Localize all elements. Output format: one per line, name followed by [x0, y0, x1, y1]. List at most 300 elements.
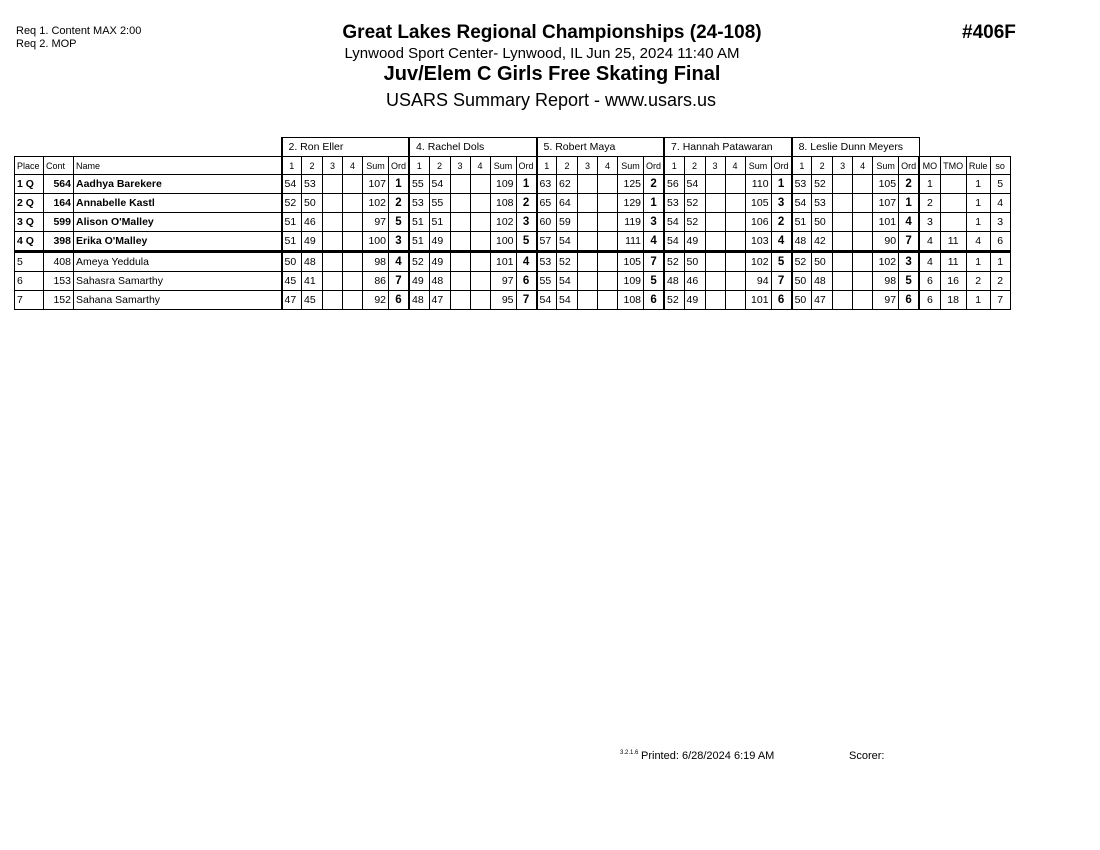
so-cell: 1: [990, 252, 1010, 272]
score-cell: 62: [557, 175, 578, 194]
contestant-number-cell: 164: [44, 194, 74, 213]
score-cell: [470, 272, 490, 291]
sum-cell: 109: [618, 272, 644, 291]
contestant-number-cell: 153: [44, 272, 74, 291]
sum-cell: 101: [873, 213, 899, 232]
col-judge-1-s4: 4: [343, 157, 363, 175]
score-cell: 45: [282, 272, 302, 291]
so-cell: 3: [990, 213, 1010, 232]
scorer-label: Scorer:: [849, 750, 885, 762]
score-cell: [833, 194, 853, 213]
ordinal-cell: 3: [899, 252, 920, 272]
score-cell: 51: [429, 213, 450, 232]
score-cell: [578, 272, 598, 291]
score-cell: 50: [302, 194, 323, 213]
col-judge-4-s2: 2: [684, 157, 705, 175]
ordinal-cell: 3: [644, 213, 665, 232]
requirement-2: Req 2. MOP: [16, 38, 77, 50]
score-cell: 50: [792, 291, 812, 310]
col-judge-5-s4: 4: [853, 157, 873, 175]
sum-cell: 111: [618, 232, 644, 252]
col-judge-5-ord: Ord: [899, 157, 920, 175]
tmo-cell: 11: [940, 232, 966, 252]
score-cell: [598, 175, 618, 194]
sum-cell: 100: [490, 232, 516, 252]
ordinal-cell: 3: [771, 194, 792, 213]
col-judge-4-s4: 4: [725, 157, 745, 175]
score-cell: [853, 232, 873, 252]
score-cell: 53: [537, 252, 557, 272]
score-cell: 48: [792, 232, 812, 252]
printed-date: Printed: 6/28/2024 6:19 AM: [641, 750, 775, 762]
score-cell: 55: [409, 175, 429, 194]
col-judge-5-sum: Sum: [873, 157, 899, 175]
score-cell: 52: [282, 194, 302, 213]
col-rule: Rule: [966, 157, 990, 175]
score-cell: [578, 232, 598, 252]
score-cell: [598, 194, 618, 213]
place-cell: 3 Q: [15, 213, 44, 232]
col-judge-3-ord: Ord: [644, 157, 665, 175]
judge-3-name: 5. Robert Maya: [537, 138, 665, 157]
table-row: [15, 252, 1011, 272]
ordinal-cell: 1: [389, 175, 410, 194]
rule-cell: 2: [966, 272, 990, 291]
score-cell: 48: [664, 272, 684, 291]
place-cell: 1 Q: [15, 175, 44, 194]
score-cell: 54: [537, 291, 557, 310]
score-cell: 55: [429, 194, 450, 213]
col-judge-2-s3: 3: [450, 157, 470, 175]
col-judge-4-s3: 3: [705, 157, 725, 175]
score-cell: [833, 175, 853, 194]
score-cell: [598, 232, 618, 252]
sum-cell: 102: [490, 213, 516, 232]
score-cell: 45: [302, 291, 323, 310]
score-cell: 50: [684, 252, 705, 272]
score-cell: 60: [537, 213, 557, 232]
tmo-cell: 11: [940, 252, 966, 272]
score-cell: 47: [282, 291, 302, 310]
so-cell: 5: [990, 175, 1010, 194]
place-cell: 7: [15, 291, 44, 310]
score-cell: [450, 291, 470, 310]
sum-cell: 106: [745, 213, 771, 232]
sum-cell: 105: [745, 194, 771, 213]
score-cell: 50: [282, 252, 302, 272]
score-cell: [323, 252, 343, 272]
mo-cell: 2: [919, 194, 940, 213]
score-cell: [323, 272, 343, 291]
ordinal-cell: 1: [516, 175, 537, 194]
score-cell: [725, 213, 745, 232]
sum-cell: 101: [490, 252, 516, 272]
score-cell: 54: [557, 232, 578, 252]
score-cell: [450, 232, 470, 252]
place-cell: 2 Q: [15, 194, 44, 213]
ordinal-cell: 7: [644, 252, 665, 272]
sum-cell: 97: [490, 272, 516, 291]
mo-cell: 6: [919, 272, 940, 291]
ordinal-cell: 7: [771, 272, 792, 291]
score-cell: 50: [812, 252, 833, 272]
score-cell: [323, 213, 343, 232]
col-judge-2-s1: 1: [409, 157, 429, 175]
competition-title: Great Lakes Regional Championships (24-108): [342, 22, 762, 43]
so-cell: 4: [990, 194, 1010, 213]
col-tmo: TMO: [940, 157, 966, 175]
mo-cell: 1: [919, 175, 940, 194]
score-cell: [578, 213, 598, 232]
score-cell: [705, 291, 725, 310]
score-cell: 53: [302, 175, 323, 194]
sum-cell: 97: [363, 213, 389, 232]
ordinal-cell: 5: [644, 272, 665, 291]
ordinal-cell: 6: [516, 272, 537, 291]
sum-cell: 129: [618, 194, 644, 213]
table-row: [15, 291, 1011, 310]
score-cell: 54: [429, 175, 450, 194]
score-cell: [323, 175, 343, 194]
so-cell: 7: [990, 291, 1010, 310]
score-cell: [705, 252, 725, 272]
place-cell: 4 Q: [15, 232, 44, 252]
score-cell: 53: [792, 175, 812, 194]
score-cell: 49: [409, 272, 429, 291]
score-cell: [450, 272, 470, 291]
col-place: Place: [15, 157, 44, 175]
table-row: [15, 272, 1011, 291]
sum-cell: 90: [873, 232, 899, 252]
col-judge-3-s3: 3: [578, 157, 598, 175]
score-cell: [833, 213, 853, 232]
score-cell: 51: [282, 213, 302, 232]
sum-cell: 103: [745, 232, 771, 252]
col-judge-4-sum: Sum: [745, 157, 771, 175]
skater-name-cell: Ameya Yeddula: [74, 252, 282, 272]
score-cell: 54: [557, 291, 578, 310]
skater-name-cell: Sahana Samarthy: [74, 291, 282, 310]
version-number: 3.2.1.6: [620, 750, 639, 756]
score-cell: 46: [684, 272, 705, 291]
score-cell: 48: [429, 272, 450, 291]
sum-cell: 98: [363, 252, 389, 272]
ordinal-cell: 5: [389, 213, 410, 232]
score-cell: [578, 291, 598, 310]
score-cell: 54: [282, 175, 302, 194]
tmo-cell: 18: [940, 291, 966, 310]
sum-cell: 107: [873, 194, 899, 213]
requirement-1: Req 1. Content MAX 2:00: [16, 25, 142, 37]
contestant-number-cell: 564: [44, 175, 74, 194]
score-cell: [853, 194, 873, 213]
col-judge-4-ord: Ord: [771, 157, 792, 175]
col-judge-3-sum: Sum: [618, 157, 644, 175]
col-judge-3-s1: 1: [537, 157, 557, 175]
ordinal-cell: 6: [389, 291, 410, 310]
col-mo: MO: [919, 157, 940, 175]
ordinal-cell: 2: [516, 194, 537, 213]
score-cell: 53: [664, 194, 684, 213]
skater-name-cell: Sahasra Samarthy: [74, 272, 282, 291]
event-name: Juv/Elem C Girls Free Skating Final: [383, 63, 721, 85]
score-cell: [725, 232, 745, 252]
score-cell: 63: [537, 175, 557, 194]
ordinal-cell: 1: [771, 175, 792, 194]
score-cell: [725, 252, 745, 272]
sum-cell: 110: [745, 175, 771, 194]
ordinal-cell: 6: [771, 291, 792, 310]
score-cell: [705, 175, 725, 194]
ordinal-cell: 5: [516, 232, 537, 252]
skater-name-cell: Erika O'Malley: [74, 232, 282, 252]
judge-2-name: 4. Rachel Dols: [409, 138, 537, 157]
score-cell: [343, 194, 363, 213]
rule-cell: 1: [966, 175, 990, 194]
sum-cell: 105: [618, 252, 644, 272]
score-cell: 52: [792, 252, 812, 272]
score-cell: 48: [409, 291, 429, 310]
ordinal-cell: 2: [899, 175, 920, 194]
col-judge-1-s1: 1: [282, 157, 302, 175]
score-cell: [470, 291, 490, 310]
score-cell: 50: [812, 213, 833, 232]
score-cell: 64: [557, 194, 578, 213]
score-cell: [470, 232, 490, 252]
score-cell: [833, 272, 853, 291]
col-judge-3-s2: 2: [557, 157, 578, 175]
skater-name-cell: Annabelle Kastl: [74, 194, 282, 213]
score-cell: 52: [664, 291, 684, 310]
score-cell: 51: [792, 213, 812, 232]
ordinal-cell: 2: [771, 213, 792, 232]
mo-cell: 6: [919, 291, 940, 310]
judge-4-name: 7. Hannah Patawaran: [664, 138, 792, 157]
venue-date: Lynwood Sport Center- Lynwood, IL Jun 25, 2024 11:40 AM: [344, 45, 740, 62]
ordinal-cell: 3: [516, 213, 537, 232]
score-cell: 49: [684, 291, 705, 310]
table-row: [15, 232, 1011, 252]
score-cell: 49: [302, 232, 323, 252]
contestant-number-cell: 408: [44, 252, 74, 272]
score-cell: 54: [792, 194, 812, 213]
score-cell: [705, 272, 725, 291]
score-cell: 52: [409, 252, 429, 272]
sum-cell: 86: [363, 272, 389, 291]
tmo-cell: [940, 194, 966, 213]
score-cell: 48: [812, 272, 833, 291]
score-cell: [470, 213, 490, 232]
score-cell: [323, 232, 343, 252]
so-cell: 2: [990, 272, 1010, 291]
sum-cell: 102: [745, 252, 771, 272]
score-cell: 47: [429, 291, 450, 310]
col-so: so: [990, 157, 1010, 175]
score-cell: [450, 175, 470, 194]
score-cell: [343, 213, 363, 232]
results-table: [14, 137, 1011, 310]
mo-cell: 4: [919, 252, 940, 272]
score-cell: [725, 175, 745, 194]
sum-cell: 107: [363, 175, 389, 194]
contestant-number-cell: 599: [44, 213, 74, 232]
col-cont: Cont: [44, 157, 74, 175]
score-cell: [470, 252, 490, 272]
contestant-number-cell: 398: [44, 232, 74, 252]
score-cell: [853, 175, 873, 194]
score-cell: [833, 232, 853, 252]
report-title: USARS Summary Report - www.usars.us: [385, 90, 717, 110]
score-cell: 53: [409, 194, 429, 213]
col-judge-2-ord: Ord: [516, 157, 537, 175]
judge-1-name: 2. Ron Eller: [282, 138, 410, 157]
column-header-row: [15, 157, 1011, 175]
skater-name-cell: Alison O'Malley: [74, 213, 282, 232]
col-judge-4-s1: 1: [664, 157, 684, 175]
ordinal-cell: 1: [644, 194, 665, 213]
col-judge-5-s2: 2: [812, 157, 833, 175]
tmo-cell: 16: [940, 272, 966, 291]
sum-cell: 100: [363, 232, 389, 252]
rule-cell: 1: [966, 194, 990, 213]
rule-cell: 4: [966, 232, 990, 252]
score-cell: [578, 175, 598, 194]
score-cell: 59: [557, 213, 578, 232]
event-number: #406F: [962, 22, 1016, 43]
score-cell: 50: [792, 272, 812, 291]
score-cell: 49: [429, 232, 450, 252]
score-cell: 53: [812, 194, 833, 213]
score-cell: [343, 252, 363, 272]
score-cell: 52: [557, 252, 578, 272]
ordinal-cell: 7: [389, 272, 410, 291]
ordinal-cell: 4: [516, 252, 537, 272]
sum-cell: 95: [490, 291, 516, 310]
place-cell: 5: [15, 252, 44, 272]
ordinal-cell: 5: [771, 252, 792, 272]
col-judge-1-s3: 3: [323, 157, 343, 175]
sum-cell: 101: [745, 291, 771, 310]
score-cell: 47: [812, 291, 833, 310]
sum-cell: 102: [363, 194, 389, 213]
score-cell: 52: [684, 213, 705, 232]
col-judge-2-s4: 4: [470, 157, 490, 175]
score-cell: 41: [302, 272, 323, 291]
place-cell: 6: [15, 272, 44, 291]
score-cell: [598, 252, 618, 272]
score-cell: 52: [684, 194, 705, 213]
score-cell: 51: [409, 213, 429, 232]
score-cell: 54: [664, 213, 684, 232]
score-cell: 54: [664, 232, 684, 252]
score-cell: [578, 252, 598, 272]
score-cell: [725, 194, 745, 213]
score-cell: [705, 232, 725, 252]
score-cell: [853, 213, 873, 232]
score-cell: [833, 291, 853, 310]
score-cell: 55: [537, 272, 557, 291]
ordinal-cell: 3: [389, 232, 410, 252]
rule-cell: 1: [966, 213, 990, 232]
judge-5-name: 8. Leslie Dunn Meyers: [792, 138, 920, 157]
score-cell: 49: [684, 232, 705, 252]
mo-cell: 4: [919, 232, 940, 252]
score-cell: [343, 232, 363, 252]
score-cell: [323, 194, 343, 213]
score-cell: 42: [812, 232, 833, 252]
tmo-cell: [940, 175, 966, 194]
mo-cell: 3: [919, 213, 940, 232]
score-cell: 48: [302, 252, 323, 272]
ordinal-cell: 6: [644, 291, 665, 310]
col-name: Name: [74, 157, 282, 175]
table-row: [15, 194, 1011, 213]
sum-cell: 109: [490, 175, 516, 194]
col-judge-1-s2: 2: [302, 157, 323, 175]
score-cell: [598, 291, 618, 310]
score-cell: [725, 291, 745, 310]
score-cell: 54: [557, 272, 578, 291]
score-cell: 51: [282, 232, 302, 252]
score-cell: [470, 175, 490, 194]
score-cell: [598, 272, 618, 291]
score-cell: 57: [537, 232, 557, 252]
ordinal-cell: 1: [899, 194, 920, 213]
ordinal-cell: 7: [516, 291, 537, 310]
rule-cell: 1: [966, 252, 990, 272]
table-row: [15, 175, 1011, 194]
score-cell: [343, 175, 363, 194]
score-cell: [853, 272, 873, 291]
sum-cell: 92: [363, 291, 389, 310]
rule-cell: 1: [966, 291, 990, 310]
sum-cell: 108: [618, 291, 644, 310]
ordinal-cell: 4: [771, 232, 792, 252]
score-cell: [725, 272, 745, 291]
skater-name-cell: Aadhya Barekere: [74, 175, 282, 194]
col-judge-5-s3: 3: [833, 157, 853, 175]
score-cell: 65: [537, 194, 557, 213]
ordinal-cell: 4: [644, 232, 665, 252]
col-judge-1-ord: Ord: [389, 157, 410, 175]
col-judge-2-sum: Sum: [490, 157, 516, 175]
score-cell: [578, 194, 598, 213]
score-cell: 51: [409, 232, 429, 252]
score-cell: [853, 291, 873, 310]
score-cell: 46: [302, 213, 323, 232]
ordinal-cell: 4: [899, 213, 920, 232]
score-cell: [470, 194, 490, 213]
col-judge-3-s4: 4: [598, 157, 618, 175]
ordinal-cell: 2: [389, 194, 410, 213]
sum-cell: 102: [873, 252, 899, 272]
score-cell: 54: [684, 175, 705, 194]
sum-cell: 94: [745, 272, 771, 291]
so-cell: 6: [990, 232, 1010, 252]
score-cell: [343, 291, 363, 310]
ordinal-cell: 6: [899, 291, 920, 310]
sum-cell: 108: [490, 194, 516, 213]
sum-cell: 105: [873, 175, 899, 194]
ordinal-cell: 4: [389, 252, 410, 272]
col-judge-1-sum: Sum: [363, 157, 389, 175]
score-cell: [343, 272, 363, 291]
score-cell: [450, 194, 470, 213]
sum-cell: 97: [873, 291, 899, 310]
score-cell: [705, 213, 725, 232]
contestant-number-cell: 152: [44, 291, 74, 310]
ordinal-cell: 5: [899, 272, 920, 291]
